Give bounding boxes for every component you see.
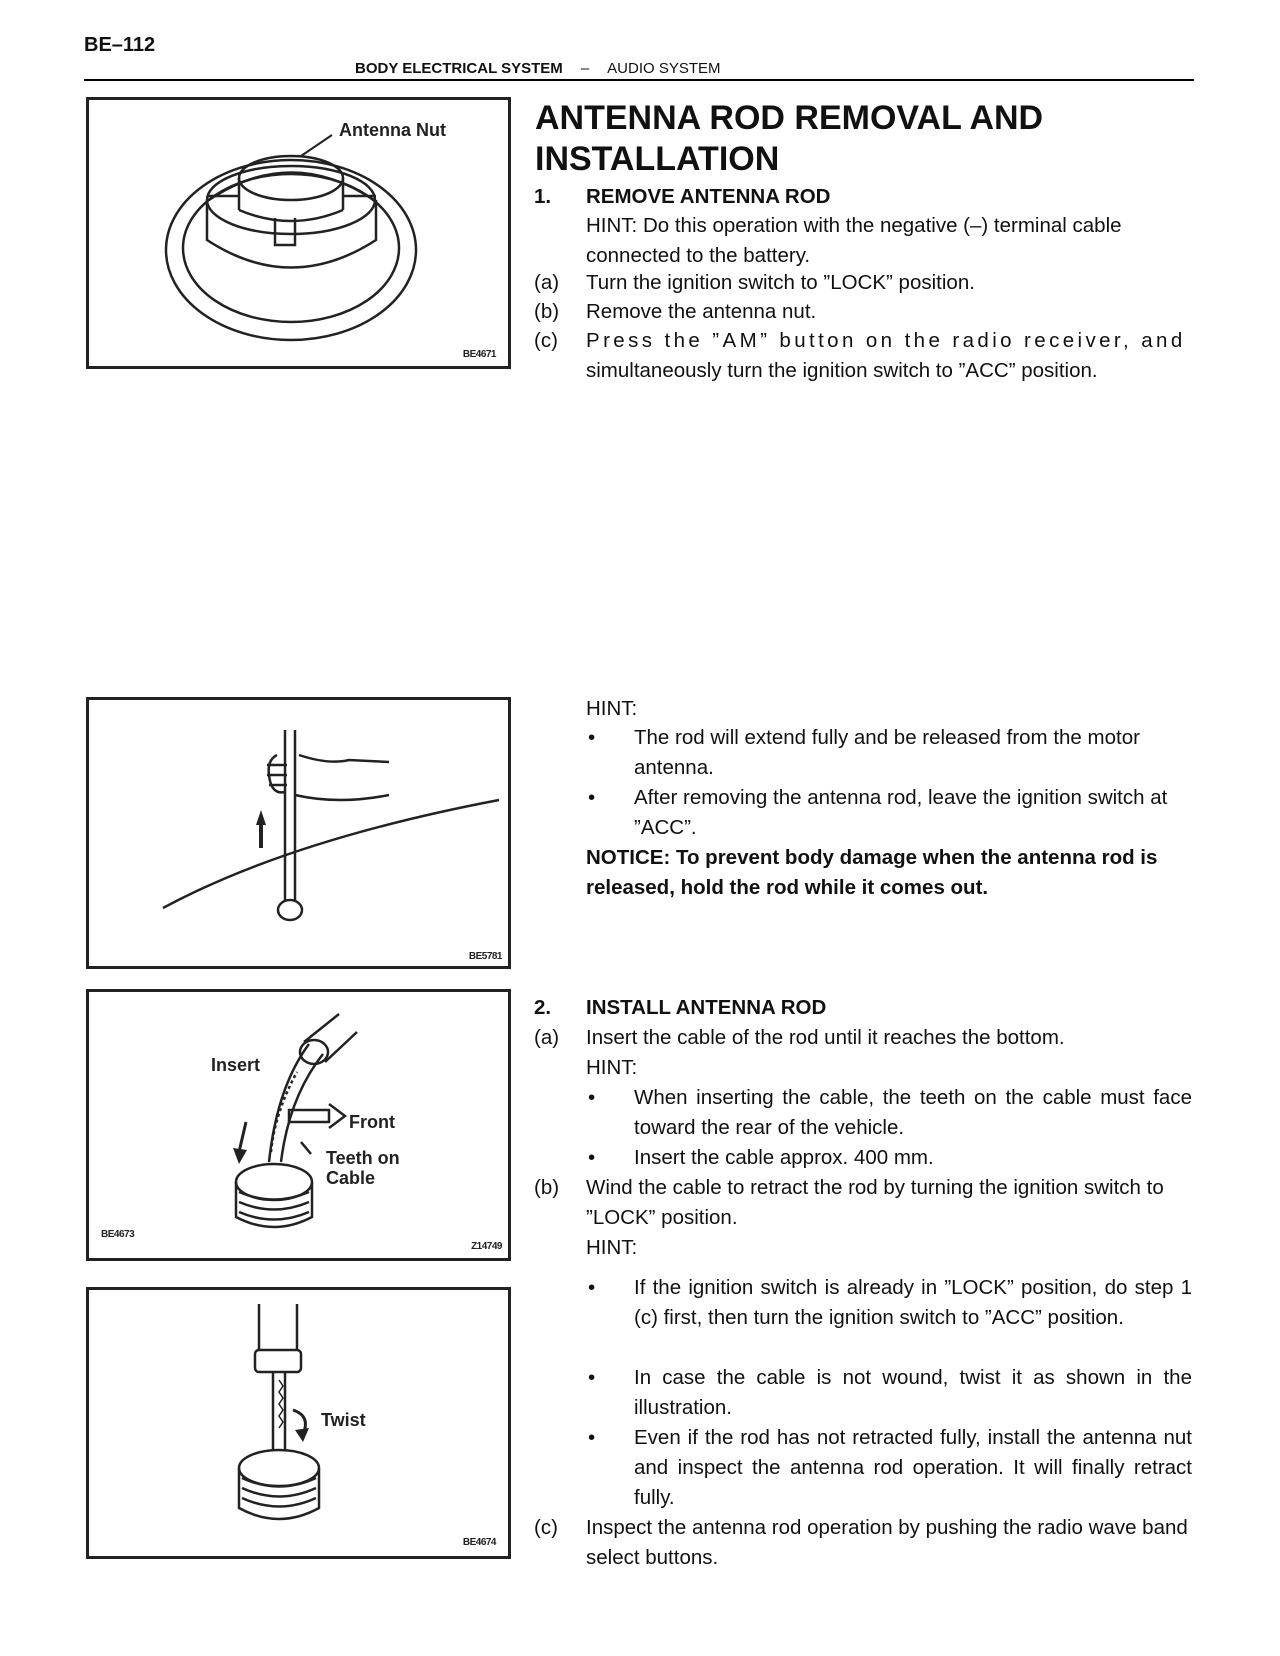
step1-a-label: (a) — [534, 271, 560, 294]
step2-c-text: Inspect the antenna rod operation by pushing the radio wave band select buttons. — [586, 1516, 1188, 1569]
step1-c-line2: simultaneously turn the ignition switch to ”ACC” position. — [586, 359, 1098, 382]
step2-c-label: (c) — [534, 1516, 558, 1539]
figure-code: BE4671 — [462, 349, 496, 360]
bullet-text: When inserting the cable, the teeth on the cable must face toward the rear of the vehicle. — [634, 1086, 1192, 1139]
bullet-dot: • — [588, 726, 596, 749]
header-separator: – — [580, 60, 590, 77]
bullet-text: If the ignition switch is already in ”LOCK” position, do step 1 (c) first, then turn the ignition switch to ”ACC” position. — [634, 1276, 1192, 1329]
step1-b-label: (b) — [534, 300, 560, 323]
step2-a-text: Insert the cable of the rod until it reaches the bottom. — [586, 1026, 1065, 1049]
step1-notice: NOTICE: To prevent body damage when the antenna rod is released, hold the rod while it comes out. — [586, 846, 1158, 899]
title-line-1: ANTENNA ROD REMOVAL AND — [535, 99, 1044, 137]
bullet-dot: • — [588, 1146, 596, 1169]
step1-hint2-label: HINT: — [586, 697, 638, 720]
page-title — [535, 98, 1175, 180]
step2-title: INSTALL ANTENNA ROD — [586, 996, 827, 1019]
bullet-dot: • — [588, 1366, 596, 1389]
figure-code-right: Z14749 — [471, 1241, 502, 1252]
step1-b-text: Remove the antenna nut. — [586, 300, 817, 323]
step1-c-label: (c) — [534, 329, 558, 352]
bullet-text: After removing the antenna rod, leave the ignition switch at ”ACC”. — [634, 786, 1168, 839]
figure-insert-cable — [86, 989, 511, 1261]
page-number: BE–112 — [84, 34, 156, 56]
figure-code-left: BE4673 — [101, 1229, 135, 1240]
subsection-title: AUDIO SYSTEM — [607, 60, 721, 77]
step2-number: 2. — [534, 996, 552, 1019]
section-title: BODY ELECTRICAL SYSTEM — [355, 60, 563, 77]
bullet-dot: • — [588, 1426, 596, 1449]
figure-twist-cable — [86, 1287, 511, 1559]
step1-title: REMOVE ANTENNA ROD — [586, 185, 831, 208]
step2-b-label: (b) — [534, 1176, 560, 1199]
step1-a-text: Turn the ignition switch to ”LOCK” position. — [586, 271, 975, 294]
figure-code: BE5781 — [468, 951, 502, 962]
step1-c-line1: Press the ”AM” button on the radio receiver, and — [586, 329, 1186, 352]
step1-hint: HINT: Do this operation with the negative (–) terminal cable connected to the battery. — [586, 214, 1122, 267]
step2-b-text: Wind the cable to retract the rod by turning the ignition switch to ”LOCK” position. — [586, 1176, 1164, 1229]
rod-extend-illustration — [89, 700, 508, 966]
teeth-label-1: Teeth on — [326, 1148, 400, 1168]
bullet-dot: • — [588, 786, 596, 809]
teeth-label-2: Cable — [326, 1168, 376, 1188]
header-rule — [84, 79, 1194, 81]
bullet-text: Insert the cable approx. 400 mm. — [634, 1146, 934, 1169]
front-label: Front — [349, 1112, 395, 1132]
antenna-nut-label: Antenna Nut — [339, 120, 446, 140]
bullet-dot: • — [588, 1276, 596, 1299]
step2-hint-b-label: HINT: — [586, 1236, 638, 1259]
running-header — [355, 60, 721, 77]
insert-cable-illustration — [89, 992, 508, 1258]
figure-rod-extend — [86, 697, 511, 969]
insert-label: Insert — [211, 1055, 261, 1075]
step1-c-body — [586, 326, 1190, 386]
twist-label: Twist — [321, 1410, 366, 1430]
bullet-dot: • — [588, 1086, 596, 1109]
figure-antenna-nut — [86, 97, 511, 369]
bullet-text: Even if the rod has not retracted fully, install the antenna nut and inspect the antenna rod operation. It will finally retract fully. — [634, 1426, 1192, 1509]
step1-number: 1. — [534, 185, 552, 208]
bullet-text: The rod will extend fully and be released from the motor antenna. — [634, 726, 1140, 779]
twist-cable-illustration — [89, 1290, 508, 1556]
step2-hint-a-label: HINT: — [586, 1056, 638, 1079]
figure-code: BE4674 — [462, 1537, 496, 1548]
title-line-2: INSTALLATION — [535, 140, 780, 178]
step2-a-label: (a) — [534, 1026, 560, 1049]
bullet-text: In case the cable is not wound, twist it as shown in the illustration. — [634, 1366, 1192, 1419]
